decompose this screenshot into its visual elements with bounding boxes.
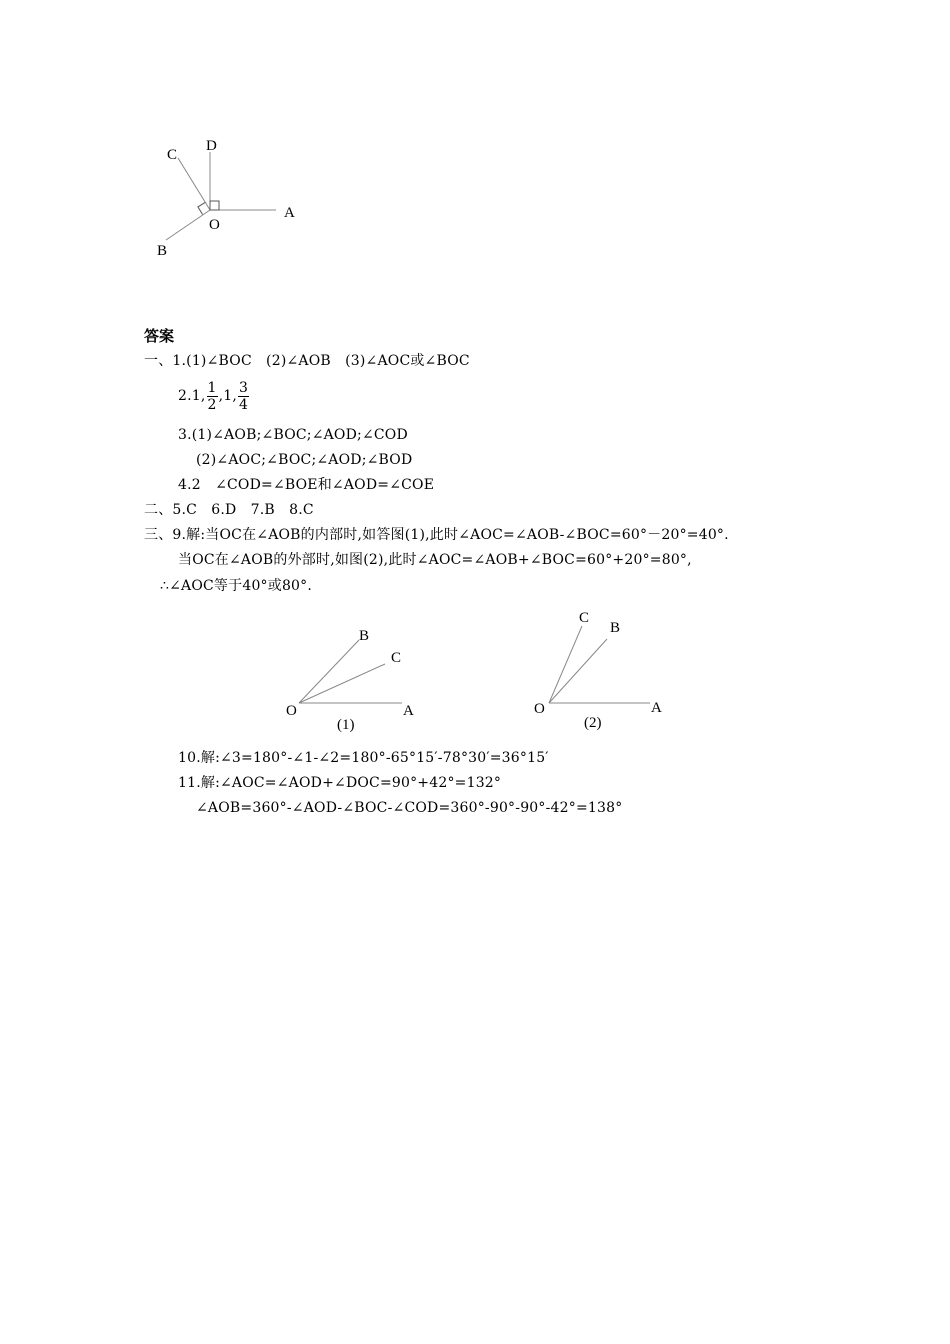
fraction-three-quarters-denominator: 4 (239, 396, 249, 413)
ray-ob (166, 210, 210, 240)
answer-q10: 10.解:∠3=180°-∠1-∠2=180°-65°15′-78°30′=36°15′ (178, 750, 549, 766)
angle-figure-2 (520, 600, 680, 735)
label-a: A (403, 703, 414, 719)
fraction-one-half (207, 380, 218, 413)
answer-q3-part2: (2)∠AOC;∠BOC;∠AOD;∠BOD (196, 452, 413, 468)
label-c: C (579, 610, 590, 626)
answer-q4: 4.2 ∠COD=∠BOE和∠AOD=∠COE (178, 477, 435, 493)
label-b: B (359, 628, 370, 644)
ray-ob (549, 639, 607, 703)
angle-figure-top (140, 130, 320, 265)
answer-q11-line1: 11.解:∠AOC=∠AOD+∠DOC=90°+42°=132° (178, 775, 502, 791)
answer-q9-line2: 当OC在∠AOB的外部时,如图(2),此时∠AOC=∠AOB+∠BOC=60°+20°=80°, (178, 552, 692, 568)
label-o: O (209, 217, 220, 233)
fraction-one-half-denominator: 2 (207, 396, 217, 413)
ray-oc (549, 626, 582, 703)
figure-caption: (2) (584, 715, 602, 731)
fraction-three-quarters-numerator: 3 (239, 379, 249, 396)
answer-q1: 一、1.(1)∠BOC (2)∠AOB (3)∠AOC或∠BOC (144, 353, 470, 369)
angle-figure-1 (270, 620, 430, 735)
label-a: A (651, 700, 662, 716)
right-angle-mark-doa (210, 201, 219, 210)
ray-ob (299, 640, 359, 703)
answer-q2 (178, 378, 250, 414)
right-angle-mark-cob (198, 202, 205, 214)
label-o: O (534, 701, 545, 717)
label-c: C (391, 650, 402, 666)
fraction-one-half-numerator: 1 (207, 379, 217, 396)
answer-part2: 二、5.C 6.D 7.B 8.C (144, 502, 314, 518)
fraction-three-quarters (238, 380, 249, 413)
ray-oc (299, 664, 385, 703)
label-o: O (286, 703, 297, 719)
answer-q2-prefix: 2.1, (178, 388, 206, 404)
answers-heading: 答案 (144, 327, 175, 345)
label-d: D (206, 138, 217, 154)
answer-q9-line1: 三、9.解:当OC在∠AOB的内部时,如答图(1),此时∠AOC=∠AOB-∠BOC=60°－20°=40°. (144, 527, 729, 543)
label-b: B (610, 620, 621, 636)
label-a: A (284, 205, 295, 221)
answer-q9-line3: ∴∠AOC等于40°或80°. (160, 578, 313, 594)
answer-q11-line2: ∠AOB=360°-∠AOD-∠BOC-∠COD=360°-90°-90°-42°=138° (196, 800, 623, 816)
label-b: B (157, 243, 168, 259)
answer-q2-mid: ,1, (218, 388, 238, 404)
figure-caption: (1) (337, 717, 355, 733)
label-c: C (167, 147, 178, 163)
answer-q3-part1: 3.(1)∠AOB;∠BOC;∠AOD;∠COD (178, 427, 408, 443)
